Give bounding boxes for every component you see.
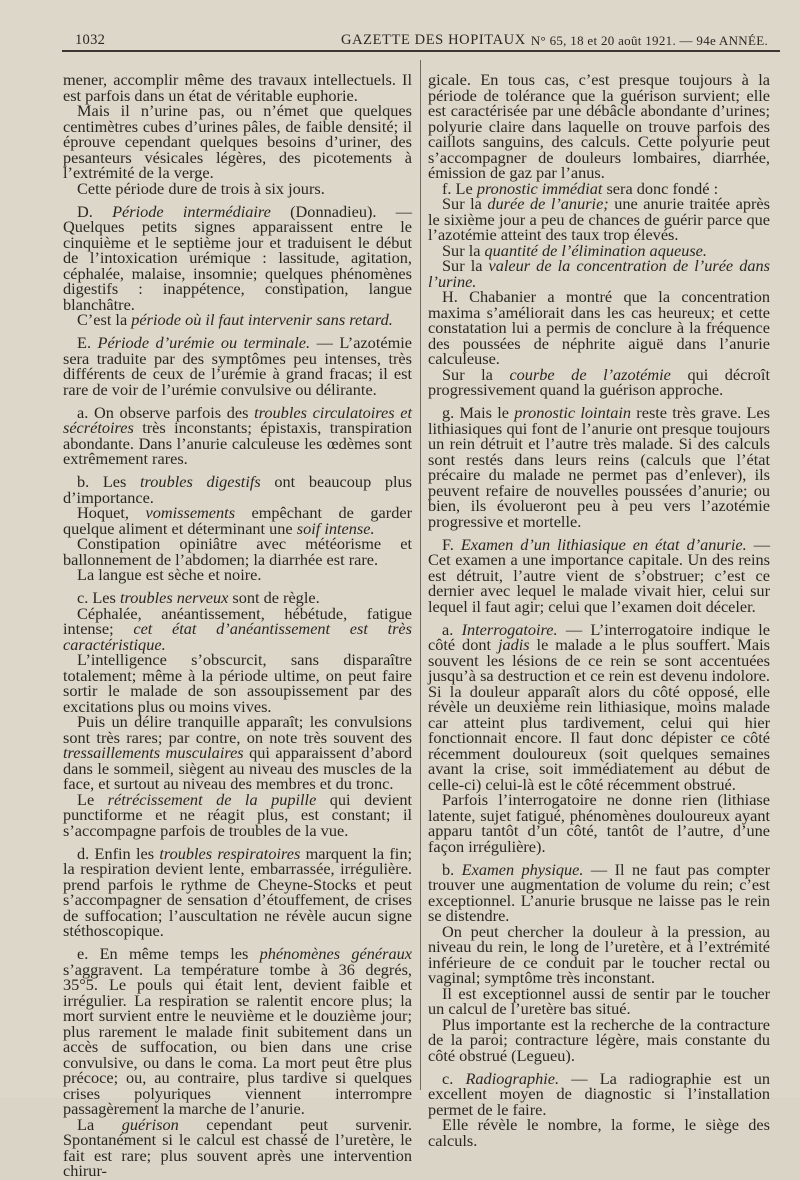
text-run: reste très grave. Les lithiasiques qui font de l’anurie ont presque toujours un rein détruit et l’autre très malade. Si des calculs sont restés dans leurs reins (calculs que l’état précaire du malade ne permet pas d’enlever), ils peuvent refaire de nouvelles poussées d’anurie; ou bien, ils évolueront peu à peu vers l’azotémie progressive et mortelle. bbox=[428, 403, 770, 531]
paragraph bbox=[428, 258, 770, 289]
italic-text: troubles respiratoires bbox=[159, 844, 300, 863]
text-run: Hoquet, bbox=[77, 503, 146, 522]
paragraph bbox=[428, 1117, 770, 1148]
text-run: empêchant de garder quelque aliment et déterminant une bbox=[63, 503, 412, 538]
paragraph bbox=[63, 204, 412, 313]
text-run: — L’interrogatoire indique le côté dont bbox=[428, 620, 770, 655]
header-rule bbox=[62, 50, 780, 52]
text-run: qui devient punctiforme et ne réagit plus, est constant; il s’accompagne parfois de troubles de la vue. bbox=[63, 790, 412, 840]
text-run: d. Enfin les bbox=[77, 844, 159, 863]
text-run: ont beaucoup plus d’importance. bbox=[63, 472, 412, 507]
journal-title: GAZETTE DES HOPITAUX bbox=[341, 32, 526, 49]
text-run: La langue est sèche et noire. bbox=[77, 565, 261, 584]
text-run: e. En même temps les bbox=[77, 944, 260, 963]
text-run: qui décroît progressivement quand la guérison approche. bbox=[428, 365, 770, 400]
italic-text: Examen d’un lithiasique en état d’anurie. bbox=[461, 535, 747, 554]
paragraph bbox=[63, 792, 412, 839]
paragraph bbox=[63, 946, 412, 1117]
text-run: — L’azotémie sera traduite par des symptômes peu intenses, très différents de ceux de l’urémie à grand fracas; il est rare de voir de l’urémie convulsive ou délirante. bbox=[63, 333, 412, 399]
paragraph bbox=[428, 924, 770, 986]
text-run: Sur la bbox=[442, 365, 509, 384]
text-run: La bbox=[77, 1115, 122, 1134]
italic-text: pronostic lointain bbox=[514, 403, 631, 422]
left-column bbox=[63, 72, 412, 1179]
text-run: b. bbox=[442, 860, 462, 879]
paragraph bbox=[428, 405, 770, 529]
paragraph bbox=[428, 367, 770, 398]
italic-text: valeur de la concentration de l’urée dans l’urine. bbox=[428, 256, 770, 291]
running-header bbox=[75, 26, 780, 48]
text-run: une anurie traitée après le sixième jour a peu de chances de guérir parce que l’azotémie atteint des taux trop élevés. bbox=[428, 194, 770, 244]
italic-text: Examen physique. bbox=[462, 860, 584, 879]
text-run: très inconstants; épistaxis, transpiration abondante. Dans l’anurie calculeuse les œdèmes sont extrêmement rares. bbox=[63, 418, 412, 468]
text-run: a. bbox=[442, 620, 462, 639]
paragraph bbox=[63, 567, 412, 583]
text-run: gicale. En tous cas, c’est presque toujours à la période de tolérance que la guérison survient; elle est caractérisée par une débâcle abondante d’urines; polyurie claire dans laquelle on trouve parfois des caillots sanguins, des calculs. Cette polyurie peut s’accompagner de douleurs lombaires, diarrhée, émission de gaz par l’anus. bbox=[428, 70, 770, 182]
paragraph bbox=[63, 714, 412, 792]
italic-text: période où il faut intervenir sans retard. bbox=[131, 310, 393, 329]
paragraph bbox=[63, 335, 412, 397]
text-run: Sur la bbox=[442, 256, 489, 275]
paragraph bbox=[63, 405, 412, 467]
text-run: Sur la bbox=[442, 194, 487, 213]
page-number: 1032 bbox=[75, 32, 105, 49]
text-run: sera donc fondé : bbox=[602, 179, 718, 198]
text-run: cependant peut survenir. Spontanément si le calcul est chassé de l’uretère, le fait est rare; plus souvent après une intervention chirur- bbox=[63, 1115, 412, 1180]
italic-text: troubles circulatoires et sécrétoires bbox=[63, 403, 412, 438]
right-column bbox=[428, 72, 770, 1148]
italic-text: durée de l’anurie; bbox=[487, 194, 608, 213]
text-run: Plus importante est la recherche de la contracture de la paroi; contracture légère, mais constante du côté obstrué (Legueu). bbox=[428, 1015, 770, 1065]
text-run: — La radiographie est un excellent moyen de diagnostic si l’installation permet de le faire. bbox=[428, 1069, 770, 1119]
text-run: — Cet examen a une importance capitale. Un des reins est détruit, l’autre vient de s’obstruer; c’est ce dernier avec lequel le malade vivait hier, celui sur lequel il faut agir; celui que l’examen doit déceler. bbox=[428, 535, 770, 616]
italic-text: Période intermédiaire bbox=[112, 202, 271, 221]
column-divider bbox=[420, 60, 421, 1090]
text-run: Cette période dure de trois à six jours. bbox=[77, 179, 325, 198]
text-run: c. Les bbox=[77, 588, 120, 607]
text-run: sont de règle. bbox=[228, 588, 319, 607]
text-run: On peut chercher la douleur à la pression, au niveau du rein, le long de l’uretère, et à l’extrémité inférieure de ce conduit par le toucher rectal ou vaginal; symptôme très inconstant. bbox=[428, 922, 770, 988]
text-run: E. bbox=[77, 333, 98, 352]
text-run: a. On observe parfois des bbox=[77, 403, 254, 422]
text-run: Il est exceptionnel aussi de sentir par le toucher un calcul de l’uretère bas situé. bbox=[428, 984, 770, 1019]
text-run: Le bbox=[77, 790, 108, 809]
italic-text: cet état d’anéantissement est très caractéristique. bbox=[63, 619, 412, 654]
italic-text: guérison bbox=[122, 1115, 179, 1134]
paragraph bbox=[428, 72, 770, 181]
paragraph bbox=[428, 537, 770, 615]
text-run: Sur la bbox=[442, 241, 485, 260]
italic-text: quantité de l’élimination aqueuse. bbox=[485, 241, 707, 260]
paragraph bbox=[428, 862, 770, 924]
text-run: s’aggravent. La température tombe à 36 degrés, 35°5. Le pouls qui était lent, devient faible et irrégulier. La respiration se ralentit encore plus; la mort survient entre le neuvième et le douzième jour; plus rarement le malade finit subitement dans un accès de suffocation, ou bien dans une crise convulsive, ou dans le coma. La mort peut être plus précoce; ou, au contraire, plus tardive si quelques crises polyuriques viennent interrompre passagèrement la marche de l’anurie. bbox=[63, 960, 412, 1119]
paragraph bbox=[63, 181, 412, 197]
paragraph bbox=[63, 1117, 412, 1179]
paragraph bbox=[63, 846, 412, 939]
italic-text: troubles digestifs bbox=[140, 472, 261, 491]
paragraph bbox=[63, 312, 412, 328]
italic-text: rétrécissement de la pupille bbox=[108, 790, 317, 809]
italic-text: pronostic immédiat bbox=[477, 179, 603, 198]
paragraph bbox=[428, 289, 770, 367]
paragraph bbox=[428, 1017, 770, 1064]
italic-text: Période d’urémie ou terminale. bbox=[98, 333, 311, 352]
italic-text: soif intense. bbox=[297, 519, 375, 538]
text-run: marquent la fin; la respiration devient lente, embarrassée, irrégulière. prend parfois le rythme de Cheyne-Stocks et peut s’accompagner de sensation d’étouffement, de crises de suffocation; l’auscultation ne révèle aucun signe stéthoscopique. bbox=[63, 844, 412, 941]
text-run: F. bbox=[442, 535, 461, 554]
text-run: qui apparaissent d’abord dans le sommeil, siègent au niveau des muscles de la face, et surtout au niveau des membres et du tronc. bbox=[63, 743, 412, 793]
text-run: Mais il n’urine pas, ou n’émet que quelques centimètres cubes d’urines pâles, de faible densité; il éprouve cependant quelques besoins d’uriner, des pesanteurs vésicales légères, des picotements à l’extrémité de la verge. bbox=[63, 101, 412, 182]
italic-text: Interrogatoire. bbox=[462, 620, 558, 639]
paragraph bbox=[63, 606, 412, 653]
italic-text: phénomènes généraux bbox=[260, 944, 412, 963]
italic-text: Radiographie. bbox=[465, 1069, 559, 1088]
paragraph bbox=[428, 622, 770, 793]
italic-text: troubles nerveux bbox=[120, 588, 228, 607]
paragraph bbox=[428, 792, 770, 854]
paragraph bbox=[428, 196, 770, 243]
issue-info: N° 65, 18 et 20 août 1921. — 94e ANNÉE. bbox=[531, 33, 768, 49]
text-run: — Il ne faut pas compter trouver une augmentation de volume du rein; c’est exceptionnel. L’anurie brusque ne laisse pas le rein se distendre. bbox=[428, 860, 770, 926]
italic-text: jadis bbox=[498, 635, 530, 654]
text-run: Puis un délire tranquille apparaît; les convulsions sont très rares; par contre, on note très souvent des bbox=[63, 712, 412, 747]
text-run: le malade a le plus souffert. Mais souvent les lésions de ce rein se sont accentuées jusqu’à sa destruction et ce rein est devenu indolore. Si la douleur apparaît alors du côté opposé, elle révèle un deuxième rein lithiasique, moins malade car atteint plus tardivement, celui qui hier fonctionnait encore. Il faut donc dépister ce côté récemment douloureux (soit quelques semaines avant la crise, soit immédiatement au début de celle-ci) celui-là est le côté récemment obstrué. bbox=[428, 635, 770, 794]
paragraph bbox=[63, 103, 412, 181]
paragraph bbox=[428, 986, 770, 1017]
text-run: (Donnadieu). — Quelques petits signes apparaissent entre le cinquième et le septième jour et traduisent le début de l’intoxication urémique : lassitude, agitation, céphalée, malaise, insomnie; quelques phénomènes digestifs : inappétence, constipation, langue blanchâtre. bbox=[63, 202, 412, 314]
paragraph bbox=[63, 72, 412, 103]
italic-text: vomissements bbox=[146, 503, 236, 522]
text-run: H. Chabanier a montré que la concentration maxima s’améliorait dans les cas heureux; et cette constatation lui a permis de conclure à la fréquence des poussées de néphrite aiguë dans l’anurie calculeuse. bbox=[428, 287, 770, 368]
text-run: C’est la bbox=[77, 310, 131, 329]
text-run: f. Le bbox=[442, 179, 477, 198]
text-run: c. bbox=[442, 1069, 465, 1088]
text-run: g. Mais le bbox=[442, 403, 514, 422]
text-run: L’intelligence s’obscurcit, sans disparaître totalement; même à la période ultime, on peut faire sortir le malade de son assoupissement par des excitations plus ou moins vives. bbox=[63, 650, 412, 716]
paragraph bbox=[428, 1071, 770, 1118]
paragraph bbox=[63, 505, 412, 536]
paragraph bbox=[63, 474, 412, 505]
text-run: Parfois l’interrogatoire ne donne rien (lithiase latente, sujet fatigué, phénomènes douloureux ayant apparu tantôt d’un côté, tantôt de l’autre, d’une façon irrégulière). bbox=[428, 790, 770, 856]
text-run: b. Les bbox=[77, 472, 140, 491]
text-run: Céphalée, anéantissement, hébétude, fatigue intense; bbox=[63, 604, 412, 639]
text-run: D. bbox=[77, 202, 112, 221]
italic-text: courbe de l’azotémie bbox=[509, 365, 670, 384]
italic-text: tressaillements musculaires bbox=[63, 743, 244, 762]
text-run: Constipation opiniâtre avec météorisme et ballonnement de l’abdomen; la diarrhée est rare. bbox=[63, 534, 412, 569]
text-run: Elle révèle le nombre, la forme, le siège des calculs. bbox=[428, 1115, 770, 1150]
text-run: mener, accomplir même des travaux intellectuels. Il est parfois dans un état de véritable euphorie. bbox=[63, 70, 412, 105]
paragraph bbox=[63, 536, 412, 567]
paragraph bbox=[63, 652, 412, 714]
